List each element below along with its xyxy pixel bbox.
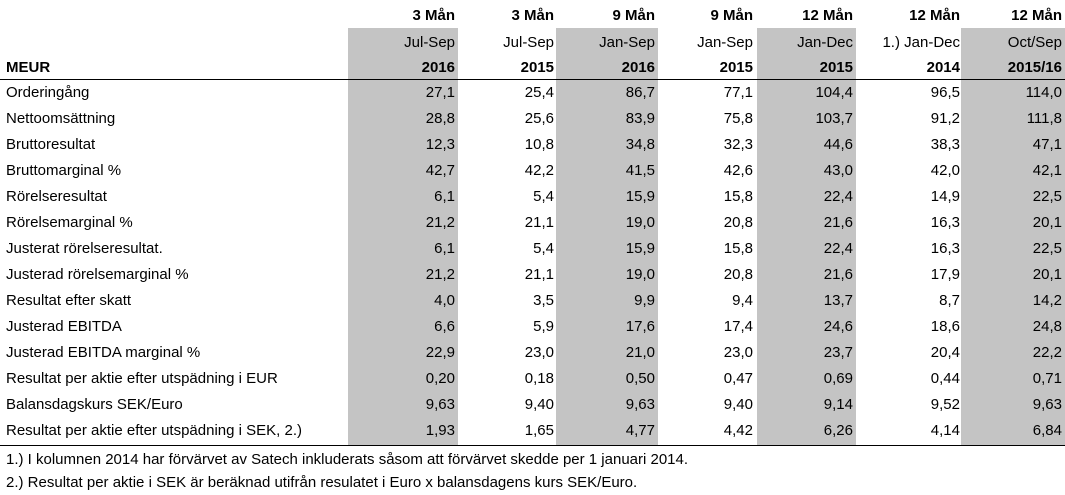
table-cell: 6,84 (1032, 422, 1062, 439)
table-row (0, 236, 1065, 262)
table-cell: 20,8 (723, 214, 753, 231)
table-row (0, 80, 1065, 106)
table-cell: 42,6 (723, 162, 753, 179)
table-cell: 0,50 (625, 370, 655, 387)
table-cell: 4,42 (723, 422, 753, 439)
table-cell: 75,8 (723, 110, 753, 127)
column-period: 12 Mån (909, 7, 960, 24)
table-cell: 5,4 (533, 240, 554, 257)
table-cell: 34,8 (625, 136, 655, 153)
table-cell: 22,2 (1032, 344, 1062, 361)
table-cell: 21,6 (823, 214, 853, 231)
table-cell: 42,0 (930, 162, 960, 179)
table-cell: 6,6 (434, 318, 455, 335)
table-cell: 15,9 (625, 188, 655, 205)
table-cell: 1,65 (524, 422, 554, 439)
table-cell: 42,1 (1032, 162, 1062, 179)
table-cell: 18,6 (930, 318, 960, 335)
column-range: Jul-Sep (404, 34, 455, 51)
table-cell: 42,7 (425, 162, 455, 179)
table-cell: 23,0 (723, 344, 753, 361)
column-range: Jul-Sep (503, 34, 554, 51)
table-cell: 21,2 (425, 214, 455, 231)
row-label: Nettoomsättning (6, 110, 116, 127)
table-cell: 22,5 (1032, 188, 1062, 205)
table-cell: 25,4 (524, 84, 554, 101)
row-label: Balansdagskurs SEK/Euro (6, 396, 183, 413)
table-cell: 1,93 (425, 422, 455, 439)
table-cell: 21,0 (625, 344, 655, 361)
table-cell: 16,3 (930, 214, 960, 231)
table-cell: 5,9 (533, 318, 554, 335)
table-cell: 12,3 (425, 136, 455, 153)
column-year: 2015/16 (1007, 59, 1062, 76)
table-cell: 4,14 (930, 422, 960, 439)
table-cell: 5,4 (533, 188, 554, 205)
table-cell: 43,0 (823, 162, 853, 179)
row-label: Resultat efter skatt (6, 292, 132, 309)
row-label: Justerad rörelsemarginal % (6, 266, 189, 283)
table-cell: 38,3 (930, 136, 960, 153)
row-label: Justerad EBITDA marginal % (6, 344, 201, 361)
table-row (0, 418, 1065, 444)
table-cell: 10,8 (524, 136, 554, 153)
table-cell: 0,69 (823, 370, 853, 387)
table-cell: 9,52 (930, 396, 960, 413)
table-cell: 22,5 (1032, 240, 1062, 257)
table-row (0, 210, 1065, 236)
table-cell: 0,71 (1032, 370, 1062, 387)
table-cell: 19,0 (625, 214, 655, 231)
unit-label: MEUR (6, 59, 51, 76)
table-cell: 86,7 (625, 84, 655, 101)
table-cell: 9,63 (625, 396, 655, 413)
column-year: 2014 (926, 59, 960, 76)
table-cell: 9,40 (524, 396, 554, 413)
column-range: 1.) Jan-Dec (882, 34, 960, 51)
table-cell: 114,0 (1025, 84, 1062, 101)
table-cell: 6,1 (434, 188, 455, 205)
table-cell: 20,1 (1032, 214, 1062, 231)
table-cell: 103,7 (815, 110, 853, 127)
table-row (0, 314, 1065, 340)
table-cell: 9,14 (823, 396, 853, 413)
table-cell: 83,9 (625, 110, 655, 127)
table-cell: 111,8 (1026, 110, 1062, 127)
table-cell: 32,3 (723, 136, 753, 153)
column-year: 2015 (719, 59, 753, 76)
table-cell: 17,4 (723, 318, 753, 335)
table-row (0, 366, 1065, 392)
table-cell: 20,4 (930, 344, 960, 361)
table-cell: 16,3 (930, 240, 960, 257)
table-cell: 8,7 (939, 292, 960, 309)
column-year: 2015 (520, 59, 554, 76)
table-cell: 19,0 (625, 266, 655, 283)
table-cell: 41,5 (625, 162, 655, 179)
table-cell: 96,5 (930, 84, 960, 101)
table-cell: 20,1 (1032, 266, 1062, 283)
column-period: 9 Mån (612, 7, 655, 24)
table-row (0, 288, 1065, 314)
column-range: Jan-Dec (797, 34, 853, 51)
table-cell: 0,47 (723, 370, 753, 387)
row-label: Bruttomarginal % (6, 162, 122, 179)
row-label: Justerad EBITDA (6, 318, 122, 335)
table-row (0, 158, 1065, 184)
column-range: Jan-Sep (697, 34, 753, 51)
column-period: 9 Mån (710, 7, 753, 24)
table-cell: 15,8 (723, 188, 753, 205)
table-cell: 44,6 (823, 136, 853, 153)
column-range: Oct/Sep (1007, 34, 1062, 51)
table-cell: 22,9 (425, 344, 455, 361)
table-cell: 21,1 (524, 266, 554, 283)
table-cell: 25,6 (524, 110, 554, 127)
table-cell: 42,2 (524, 162, 554, 179)
column-year: 2016 (621, 59, 655, 76)
table-cell: 0,18 (524, 370, 554, 387)
table-cell: 13,7 (823, 292, 853, 309)
table-cell: 21,2 (425, 266, 455, 283)
column-period: 12 Mån (802, 7, 853, 24)
column-period: 12 Mån (1011, 7, 1062, 24)
table-cell: 0,20 (425, 370, 455, 387)
row-label: Orderingång (6, 84, 90, 101)
table-cell: 14,2 (1032, 292, 1062, 309)
row-label: Justerat rörelseresultat. (6, 240, 163, 257)
table-cell: 28,8 (425, 110, 455, 127)
table-cell: 6,26 (823, 422, 853, 439)
table-cell: 20,8 (723, 266, 753, 283)
table-cell: 4,77 (625, 422, 655, 439)
column-year: 2016 (421, 59, 455, 76)
table-row (0, 106, 1065, 132)
table-cell: 15,9 (625, 240, 655, 257)
table-cell: 4,0 (434, 292, 455, 309)
table-cell: 3,5 (533, 292, 554, 309)
table-cell: 23,7 (823, 344, 853, 361)
table-cell: 22,4 (823, 188, 853, 205)
table-cell: 6,1 (434, 240, 455, 257)
table-cell: 27,1 (425, 84, 455, 101)
table-cell: 9,9 (634, 292, 655, 309)
table-cell: 9,63 (1032, 396, 1062, 413)
table-cell: 17,6 (625, 318, 655, 335)
table-cell: 47,1 (1032, 136, 1062, 153)
table-bottom-rule (0, 445, 1065, 446)
row-label: Rörelseresultat (6, 188, 107, 205)
footnote-1: 1.) I kolumnen 2014 har förvärvet av Satech inkluderats såsom att förvärvet skedde per 1 januari 2014. (6, 451, 689, 468)
table-cell: 22,4 (823, 240, 853, 257)
row-label: Resultat per aktie efter utspädning i SEK, 2.) (6, 422, 302, 439)
table-cell: 17,9 (930, 266, 960, 283)
table-cell: 9,4 (732, 292, 753, 309)
column-period: 3 Mån (412, 7, 455, 24)
table-cell: 24,8 (1032, 318, 1062, 335)
column-period: 3 Mån (511, 7, 554, 24)
table-cell: 104,4 (815, 84, 853, 101)
table-cell: 21,1 (524, 214, 554, 231)
table-cell: 21,6 (823, 266, 853, 283)
table-row (0, 132, 1065, 158)
table-row (0, 340, 1065, 366)
table-cell: 9,63 (425, 396, 455, 413)
row-label: Bruttoresultat (6, 136, 96, 153)
table-cell: 23,0 (524, 344, 554, 361)
header-underline (0, 79, 1065, 80)
table-cell: 9,40 (723, 396, 753, 413)
table-cell: 0,44 (930, 370, 960, 387)
table-cell: 15,8 (723, 240, 753, 257)
table-row (0, 184, 1065, 210)
table-row (0, 262, 1065, 288)
footnote-2: 2.) Resultat per aktie i SEK är beräknad utifrån resulatet i Euro x balansdagens kurs SEK/Euro. (6, 474, 638, 491)
column-year: 2015 (819, 59, 853, 76)
table-cell: 77,1 (723, 84, 753, 101)
table-cell: 14,9 (930, 188, 960, 205)
column-range: Jan-Sep (599, 34, 655, 51)
row-label: Resultat per aktie efter utspädning i EUR (6, 370, 278, 387)
row-label: Rörelsemarginal % (6, 214, 133, 231)
table-cell: 91,2 (930, 110, 960, 127)
table-row (0, 392, 1065, 418)
table-cell: 24,6 (823, 318, 853, 335)
